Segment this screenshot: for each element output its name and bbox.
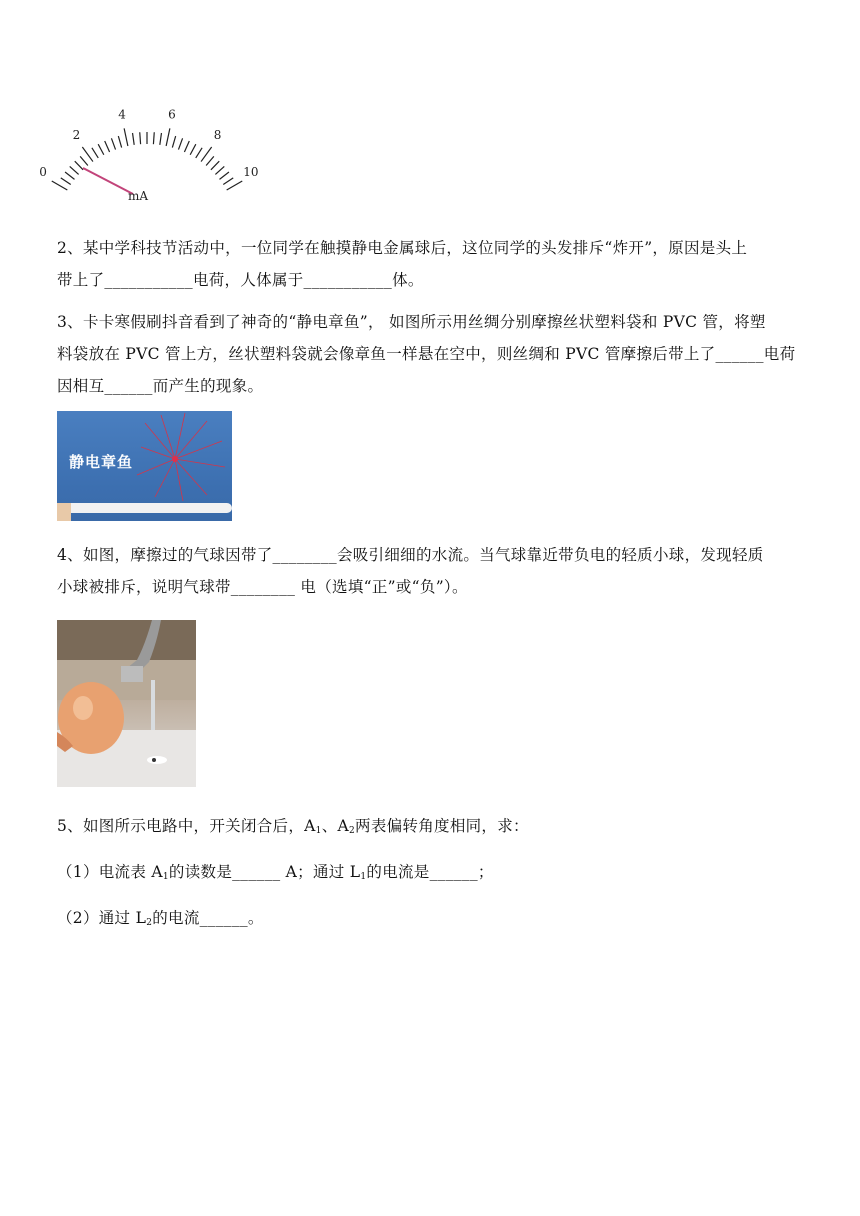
- minor-tick: [133, 133, 135, 145]
- minor-tick: [80, 156, 88, 165]
- minor-tick: [178, 138, 182, 149]
- minor-tick: [219, 172, 228, 179]
- q2-line-1: 2、某中学科技节活动中，一位同学在触摸静电金属球后，这位同学的头发排斥“炸开”，原因是头上: [57, 239, 748, 257]
- minor-tick: [65, 172, 74, 179]
- minor-tick: [75, 161, 83, 170]
- minor-tick: [92, 148, 98, 158]
- q5-stem: 5、如图所示电路中，开关闭合后，$A_1$、$A_2$两表偏转角度相同，求：: [57, 817, 529, 836]
- q3-line-1: 3、卡卡寒假刷抖音看到了神奇的“静电章鱼”， 如图所示用丝绸分别摩擦丝状塑料袋和 PVC 管，将塑: [57, 313, 766, 331]
- ammeter-scale-figure: [39, 107, 259, 208]
- minor-tick: [190, 144, 196, 155]
- major-tick: [82, 147, 93, 162]
- major-tick: [227, 181, 243, 190]
- unit-label: mA: [128, 189, 149, 203]
- scale-label: 6: [168, 107, 176, 122]
- major-tick: [124, 128, 128, 146]
- minor-tick: [196, 148, 202, 158]
- q3-line-3: 因相互______而产生的现象。: [57, 377, 264, 395]
- minor-tick: [153, 132, 154, 144]
- minor-tick: [206, 156, 214, 165]
- q2-line-2: 带上了___________电荷，人体属于___________体。: [57, 271, 424, 289]
- minor-tick: [70, 166, 79, 174]
- scale-label: 4: [118, 107, 126, 122]
- scale-label: 8: [213, 127, 222, 142]
- minor-tick: [223, 178, 233, 185]
- minor-tick: [111, 138, 115, 149]
- q4-line-2: 小球被排斥，说明气球带________ 电（选填“正”或“负”）。: [57, 578, 468, 596]
- q4-line-1: 4、如图，摩擦过的气球因带了________会吸引细细的水流。当气球靠近带负电的轻质小球，发现轻质: [57, 546, 764, 564]
- question-3: [57, 306, 805, 402]
- scale-label: 0: [39, 165, 47, 179]
- question-5: [57, 810, 805, 847]
- q5-part-2: （2）通过 $L_2$的电流______。: [57, 909, 264, 928]
- question-2: [57, 232, 805, 296]
- scale-label: 2: [72, 127, 81, 142]
- q3-line-2: 料袋放在 PVC 管上方，丝状塑料袋就会像章鱼一样悬在空中，则丝绸和 PVC 管摩擦后带上了______电荷: [57, 345, 796, 363]
- balloon-scene: [57, 620, 196, 787]
- minor-tick: [105, 141, 110, 152]
- major-tick: [201, 147, 212, 162]
- minor-tick: [184, 141, 189, 152]
- static-octopus-photo: [57, 411, 232, 521]
- photo-caption: 静电章鱼: [69, 453, 134, 471]
- minor-tick: [98, 144, 104, 155]
- scale-label: 10: [243, 165, 259, 179]
- needle: [83, 168, 133, 194]
- minor-tick: [140, 132, 141, 144]
- minor-tick: [61, 178, 71, 185]
- q5-part-1: （1）电流表 $A_1$的读数是______ A；通过 $L_1$的电流是______；: [57, 863, 494, 882]
- minor-tick: [160, 133, 162, 145]
- major-tick: [166, 128, 170, 146]
- question-4: [57, 539, 805, 603]
- major-tick: [52, 181, 68, 190]
- minor-tick: [211, 161, 219, 170]
- minor-tick: [118, 136, 121, 148]
- minor-tick: [172, 136, 175, 148]
- balloon-water-photo: [57, 620, 196, 787]
- minor-tick: [215, 166, 224, 174]
